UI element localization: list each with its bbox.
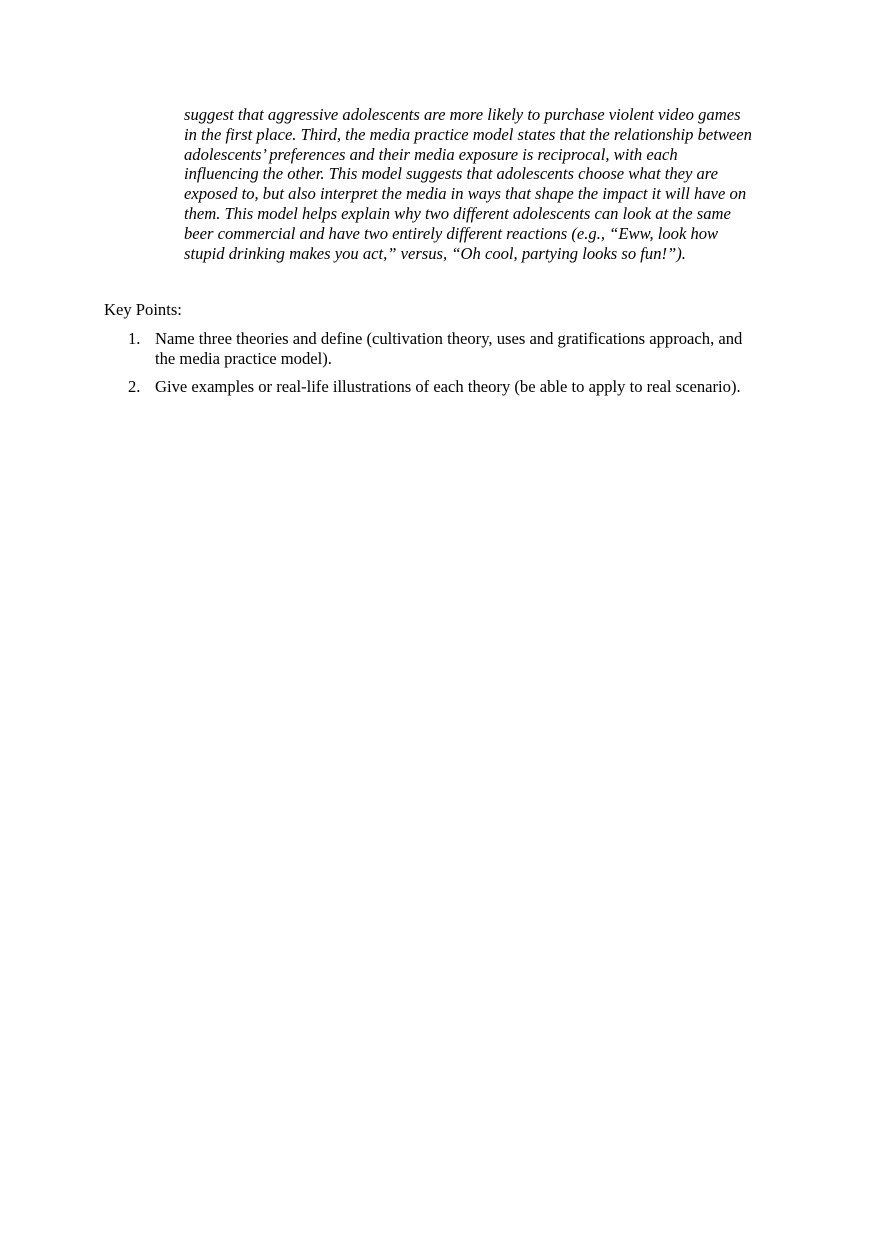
list-item-number: 1. (128, 329, 141, 348)
quote-line: exposed to, but also interpret the media in ways that shape the impact it will have on (184, 184, 747, 204)
list-item (0, 329, 880, 369)
quote-line: stupid drinking makes you act,” versus, “Oh cool, partying looks so fun!”). (184, 243, 686, 263)
quote-line: beer commercial and have two entirely different reactions (e.g., “Eww, look how (184, 223, 719, 243)
list-item-text (155, 377, 880, 397)
quote-line: adolescents’ preferences and their media exposure is reciprocal, with each (184, 144, 678, 164)
quote-line: suggest that aggressive adolescents are more likely to purchase violent video games (184, 105, 741, 124)
list-item-line: Name three theories and define (cultivation theory, uses and gratifications approach, and (155, 329, 743, 348)
quote-line: them. This model helps explain why two different adolescents can look at the same (184, 203, 731, 223)
key-points-list (0, 329, 880, 404)
list-item-line: the media practice model). (155, 348, 332, 368)
list-item-number: 2. (128, 376, 141, 396)
list-item (0, 377, 880, 397)
key-points-heading: Key Points: (104, 300, 182, 319)
list-item-line: Give examples or real-life illustrations of each theory (be able to apply to real scenario). (155, 376, 741, 396)
list-item-text (155, 329, 880, 369)
quote-line: influencing the other. This model suggests that adolescents choose what they are (184, 164, 719, 184)
quote-line: in the first place. Third, the media practice model states that the relationship between (184, 124, 752, 144)
italic-quote-block (184, 105, 784, 263)
